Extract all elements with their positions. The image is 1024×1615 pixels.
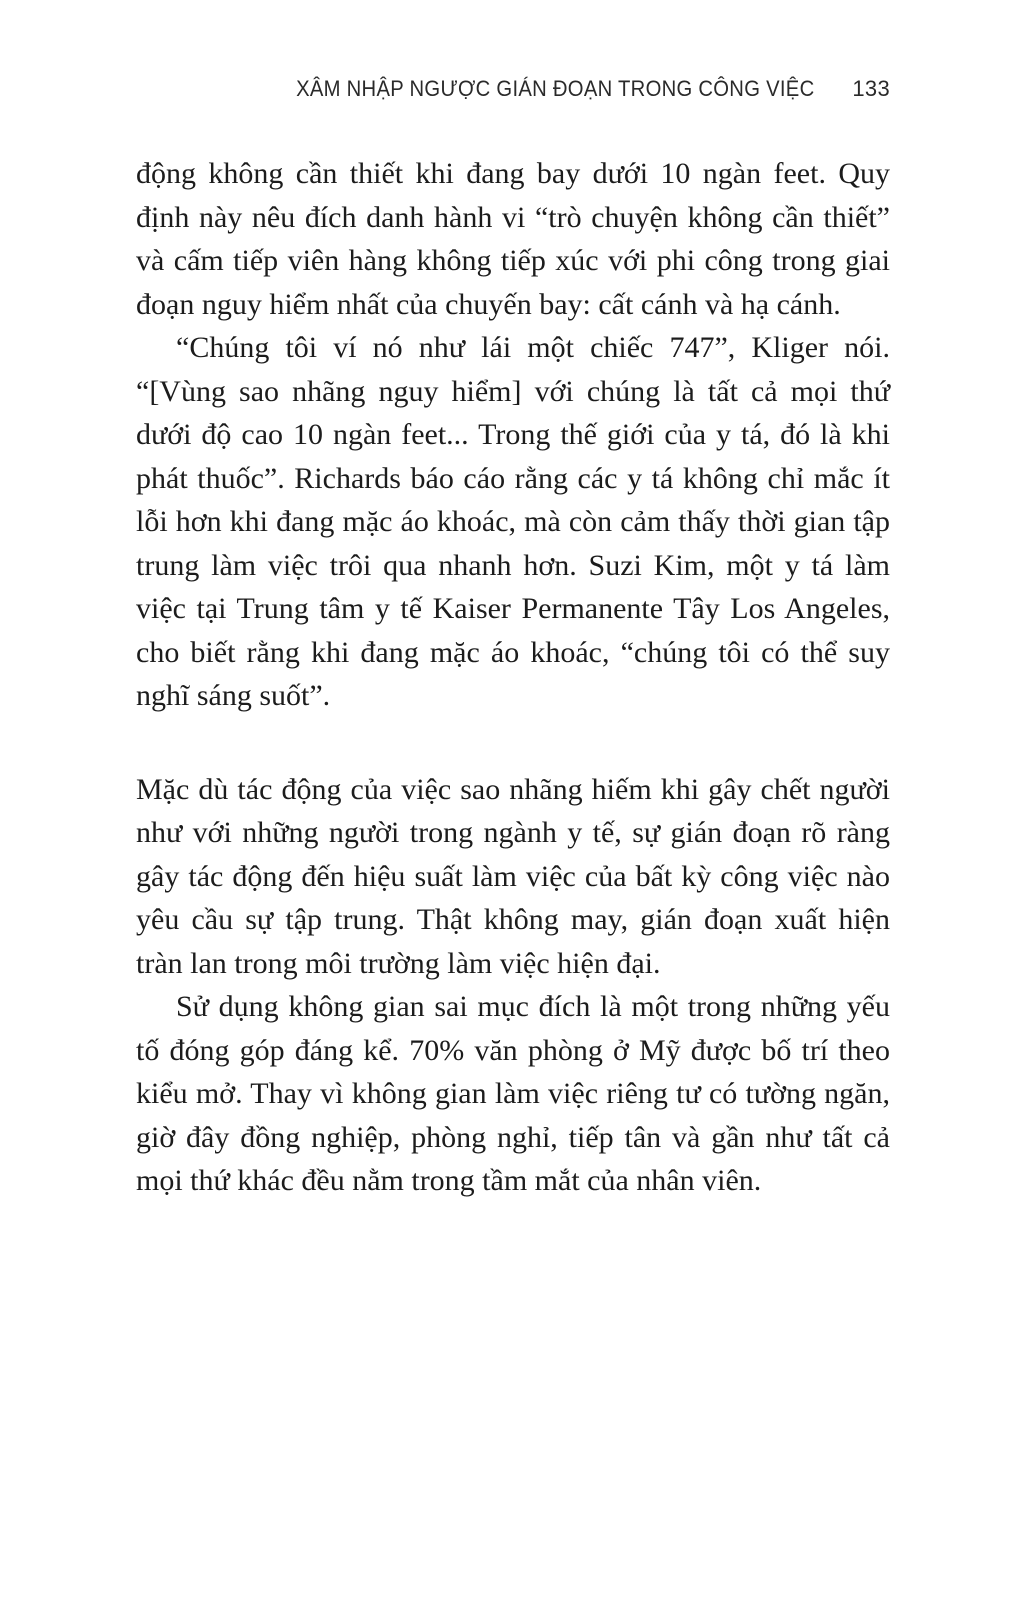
- page-number: 133: [852, 76, 890, 101]
- paragraph-section-start: Mặc dù tác động của việc sao nhãng hiếm khi gây chết người như với những người trong ngành y tế, sự gián đoạn rõ ràng gây tác động đến hiệu suất làm việc của bất kỳ công việc nào yêu cầu sự tập trung. Thật không may, gián đoạn xuất hiện tràn lan trong môi trường làm việc hiện đại.: [136, 772, 890, 980]
- paragraph-quote-kliger: “Chúng tôi ví nó như lái một chiếc 747”, Kliger nói. “[Vùng sao nhãng nguy hiểm] với chúng là tất cả mọi thứ dưới độ cao 10 ngàn feet... Trong thế giới của y tá, đó là khi phát thuốc”. Richards báo cáo rằng các y tá không chỉ mắc ít lỗi hơn khi đang mặc áo khoác, mà còn cảm thấy thời gian tập trung làm việc trôi qua nhanh hơn. Suzi Kim, một y tá làm việc tại Trung tâm y tế Kaiser Permanente Tây Los Angeles, cho biết rằng khi đang mặc áo khoác, “chúng tôi có thể suy nghĩ sáng suốt”.: [136, 331, 890, 712]
- page-header: [136, 76, 890, 102]
- paragraph-open-office: Sử dụng không gian sai mục đích là một trong những yếu tố đóng góp đáng kể. 70% văn phòng ở Mỹ được bố trí theo kiểu mở. Thay vì không gian làm việc riêng tư có tường ngăn, giờ đây đồng nghiệp, phòng nghỉ, tiếp tân và gần như tất cả mọi thứ khác đều nằm trong tầm mắt của nhân viên.: [136, 990, 890, 1197]
- paragraph-continuation: động không cần thiết khi đang bay dưới 10 ngàn feet. Quy định này nêu đích danh hành vi “trò chuyện không cần thiết” và cấm tiếp viên hàng không tiếp xúc với phi công trong giai đoạn nguy hiểm nhất của chuyến bay: cất cánh và hạ cánh.: [136, 157, 890, 321]
- page-body: [136, 152, 890, 1203]
- running-title: XÂM NHẬP NGƯỢC GIÁN ĐOẠN TRONG CÔNG VIỆC: [295, 76, 815, 101]
